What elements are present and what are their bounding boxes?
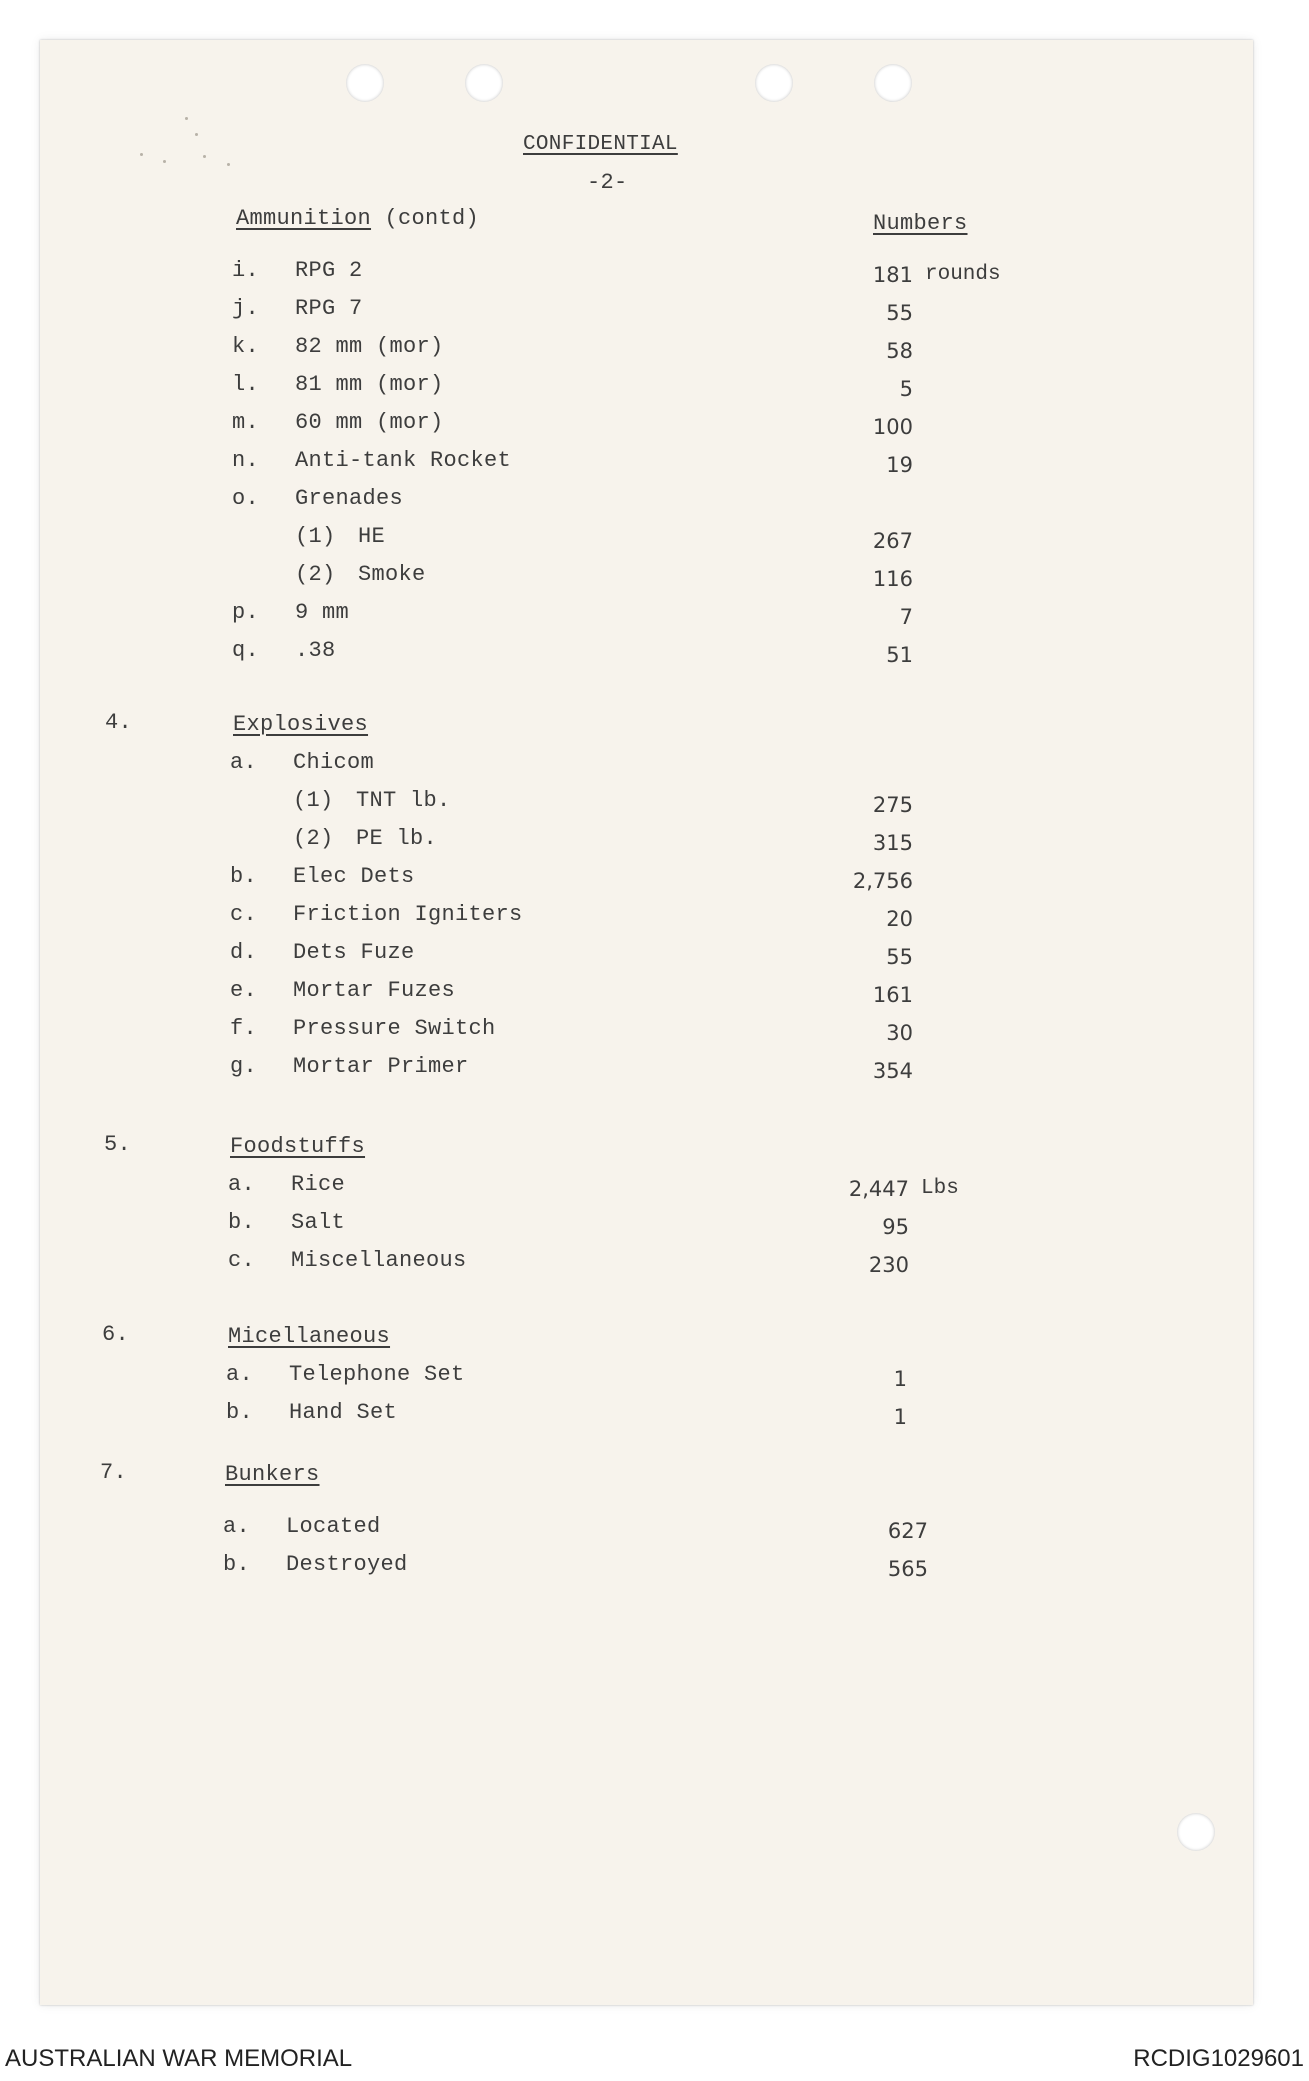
item-value: 5 [899,377,913,401]
item-value: 181 [872,263,913,287]
item-letter: g. [230,1054,258,1079]
numbers-column-header: Numbers [873,211,968,236]
item-label: Chicom [293,750,375,775]
item-value: 19 [886,453,913,477]
item-value: 2,756 [852,869,913,893]
section-title: Explosives [233,712,369,737]
item-value: 315 [872,831,913,855]
item-letter: j. [232,296,260,321]
item-label: Mortar Primer [293,1054,469,1079]
item-label: 82 mm (mor) [295,334,444,359]
item-letter: (2) [295,562,336,587]
item-letter: a. [223,1514,251,1539]
item-letter: b. [226,1400,254,1425]
item-label: PE lb. [356,826,438,851]
item-letter: d. [230,940,258,965]
footer-source: AUSTRALIAN WAR MEMORIAL [5,2045,353,2072]
item-label: Hand Set [289,1400,398,1425]
classification-heading: CONFIDENTIAL [523,133,678,156]
section-number: 6. [102,1322,130,1347]
item-letter: k. [232,334,260,359]
item-value: 116 [872,567,913,591]
paper-specks [135,115,245,195]
punch-hole [346,64,384,102]
item-label: Salt [291,1210,346,1235]
item-letter: a. [228,1172,256,1197]
item-letter: e. [230,978,258,1003]
item-letter: (1) [293,788,334,813]
punch-hole [874,64,912,102]
item-value: 161 [872,983,913,1007]
item-label: Elec Dets [293,864,415,889]
item-label: HE [358,524,386,549]
ammunition-title: Ammunition [236,206,372,231]
section-title: Bunkers [225,1462,320,1487]
item-value: 20 [886,907,913,931]
item-letter: b. [230,864,258,889]
item-unit: Lbs [921,1177,959,1200]
item-label: Dets Fuze [293,940,415,965]
section-title: Micellaneous [228,1324,391,1349]
item-value: 565 [887,1557,928,1581]
item-value: 1 [893,1367,907,1391]
item-label: Grenades [295,486,404,511]
item-value: 354 [872,1059,913,1083]
item-label: Telephone Set [289,1362,465,1387]
item-letter: m. [232,410,260,435]
item-label: Mortar Fuzes [293,978,456,1003]
page-number: -2- [587,170,628,195]
item-letter: p. [232,600,260,625]
item-label: 81 mm (mor) [295,372,444,397]
item-letter: f. [230,1016,258,1041]
section-number: 5. [104,1132,132,1157]
item-letter: n. [232,448,260,473]
section-number: 4. [105,710,133,735]
item-value: 100 [872,415,913,439]
ammunition-contd: (contd) [384,206,480,231]
item-label: Destroyed [286,1552,408,1577]
punch-hole [755,64,793,102]
item-label: Located [286,1514,381,1539]
item-letter: l. [232,372,260,397]
item-value: 7 [899,605,913,629]
item-value: 1 [893,1405,907,1429]
item-label: 60 mm (mor) [295,410,444,435]
item-label: RPG 7 [295,296,363,321]
punch-hole [1177,1813,1215,1851]
item-value: 55 [886,301,913,325]
item-label: Rice [291,1172,346,1197]
item-value: 230 [868,1253,909,1277]
item-letter: o. [232,486,260,511]
item-letter: c. [230,902,258,927]
item-value: 51 [886,643,913,667]
item-value: 30 [886,1021,913,1045]
item-value: 55 [886,945,913,969]
item-label: Anti-tank Rocket [295,448,512,473]
item-letter: q. [232,638,260,663]
item-label: Pressure Switch [293,1016,496,1041]
item-label: 9 mm [295,600,350,625]
item-letter: a. [226,1362,254,1387]
item-value: 95 [882,1215,909,1239]
item-value: 58 [886,339,913,363]
item-label: Smoke [358,562,426,587]
item-letter: b. [228,1210,256,1235]
punch-hole [465,64,503,102]
document-page [40,40,1253,2005]
item-letter: (1) [295,524,336,549]
item-letter: a. [230,750,258,775]
item-value: 627 [887,1519,928,1543]
item-value: 275 [872,793,913,817]
item-label: RPG 2 [295,258,363,283]
section-title: Foodstuffs [230,1134,366,1159]
item-label: Friction Igniters [293,902,523,927]
item-value: 267 [872,529,913,553]
ammunition-heading [236,206,479,232]
item-unit: rounds [925,263,1001,286]
item-value: 2,447 [848,1177,909,1201]
item-letter: i. [232,258,260,283]
item-letter: c. [228,1248,256,1273]
item-letter: (2) [293,826,334,851]
item-label: TNT lb. [356,788,451,813]
section-number: 7. [100,1460,128,1485]
footer-id: RCDIG1029601 [1133,2045,1304,2072]
item-letter: b. [223,1552,251,1577]
item-label: .38 [295,638,336,663]
item-label: Miscellaneous [291,1248,467,1273]
